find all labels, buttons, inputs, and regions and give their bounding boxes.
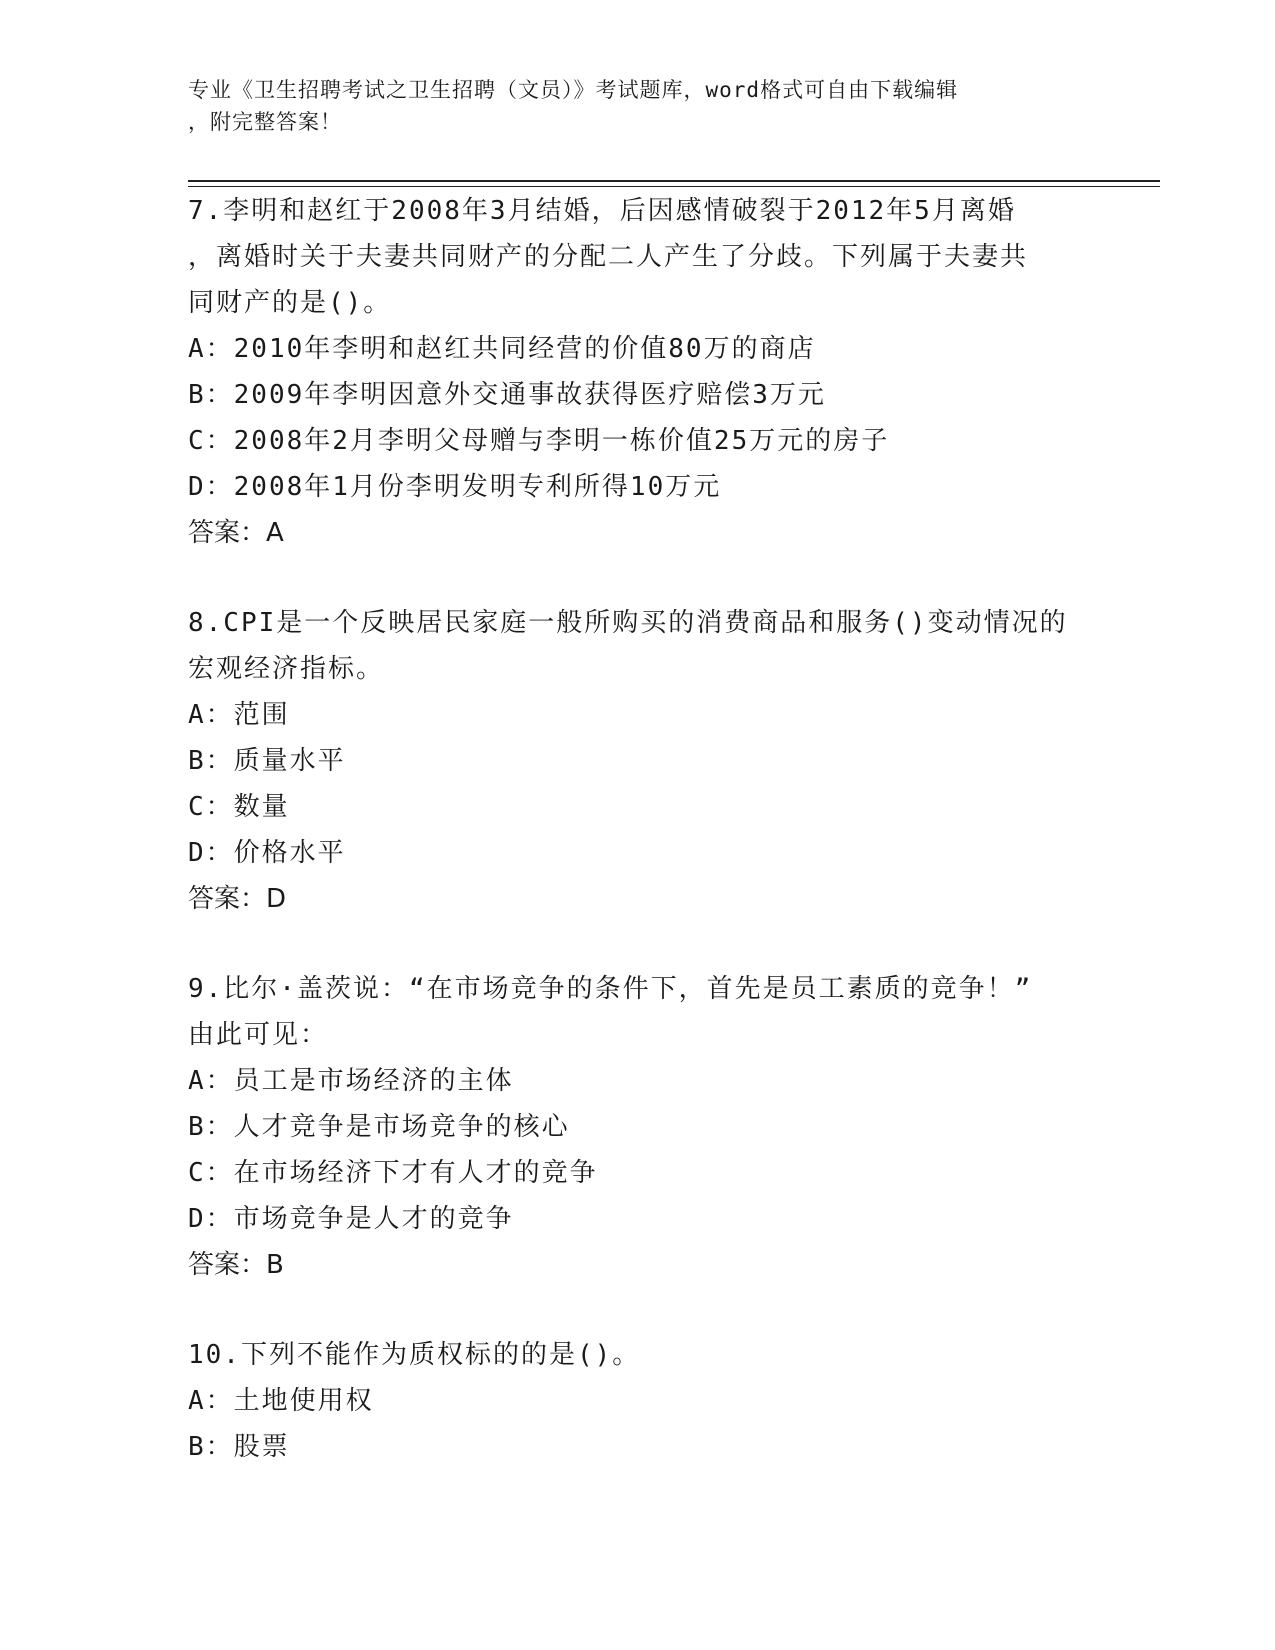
question-list: [188, 188, 1088, 1514]
option-a: A：员工是市场经济的主体: [188, 1066, 514, 1096]
question-7: [188, 188, 1088, 556]
option-b: B：质量水平: [188, 746, 346, 776]
answer: 答案：B: [188, 1250, 284, 1280]
header-line: ，附完整答案！: [188, 110, 342, 134]
option-d: D：2008年1月份李明发明专利所得10万元: [188, 472, 722, 502]
option-b: B：股票: [188, 1432, 290, 1462]
question-stem: 9.比尔·盖茨说：“在市场竞争的条件下，首先是员工素质的竞争！”: [188, 974, 1033, 1004]
question-10: [188, 1332, 1088, 1470]
option-b: B：人才竞争是市场竞争的核心: [188, 1112, 570, 1142]
option-a: A：2010年李明和赵红共同经营的价值80万的商店: [188, 334, 816, 364]
question-stem: 由此可见：: [188, 1020, 329, 1050]
question-stem: 7.李明和赵红于2008年3月结婚，后因感情破裂于2012年5月离婚: [188, 196, 1016, 226]
header-divider-thin: [188, 186, 1160, 187]
question-stem: ，离婚时关于夫妻共同财产的分配二人产生了分歧。下列属于夫妻共: [188, 242, 1029, 272]
question-8: [188, 600, 1088, 922]
option-a: A：土地使用权: [188, 1386, 374, 1416]
answer: 答案：D: [188, 884, 287, 914]
question-9: [188, 966, 1088, 1288]
option-c: C：数量: [188, 792, 290, 822]
header-divider: [188, 180, 1160, 182]
option-d: D：价格水平: [188, 838, 346, 868]
header-line: 专业《卫生招聘考试之卫生招聘（文员）》考试题库，word格式可自由下载编辑: [188, 78, 959, 102]
answer: 答案：A: [188, 518, 284, 548]
option-c: C：2008年2月李明父母赠与李明一栋价值25万元的房子: [188, 426, 890, 456]
option-d: D：市场竞争是人才的竞争: [188, 1204, 514, 1234]
question-stem: 8.CPI是一个反映居民家庭一般所购买的消费商品和服务()变动情况的: [188, 608, 1068, 638]
question-stem: 10.下列不能作为质权标的的是()。: [188, 1340, 641, 1370]
option-a: A：范围: [188, 700, 290, 730]
document-header: [188, 74, 1068, 138]
question-stem: 同财产的是()。: [188, 288, 392, 318]
option-b: B：2009年李明因意外交通事故获得医疗赔偿3万元: [188, 380, 826, 410]
option-c: C：在市场经济下才有人才的竞争: [188, 1158, 598, 1188]
question-stem: 宏观经济指标。: [188, 654, 385, 684]
